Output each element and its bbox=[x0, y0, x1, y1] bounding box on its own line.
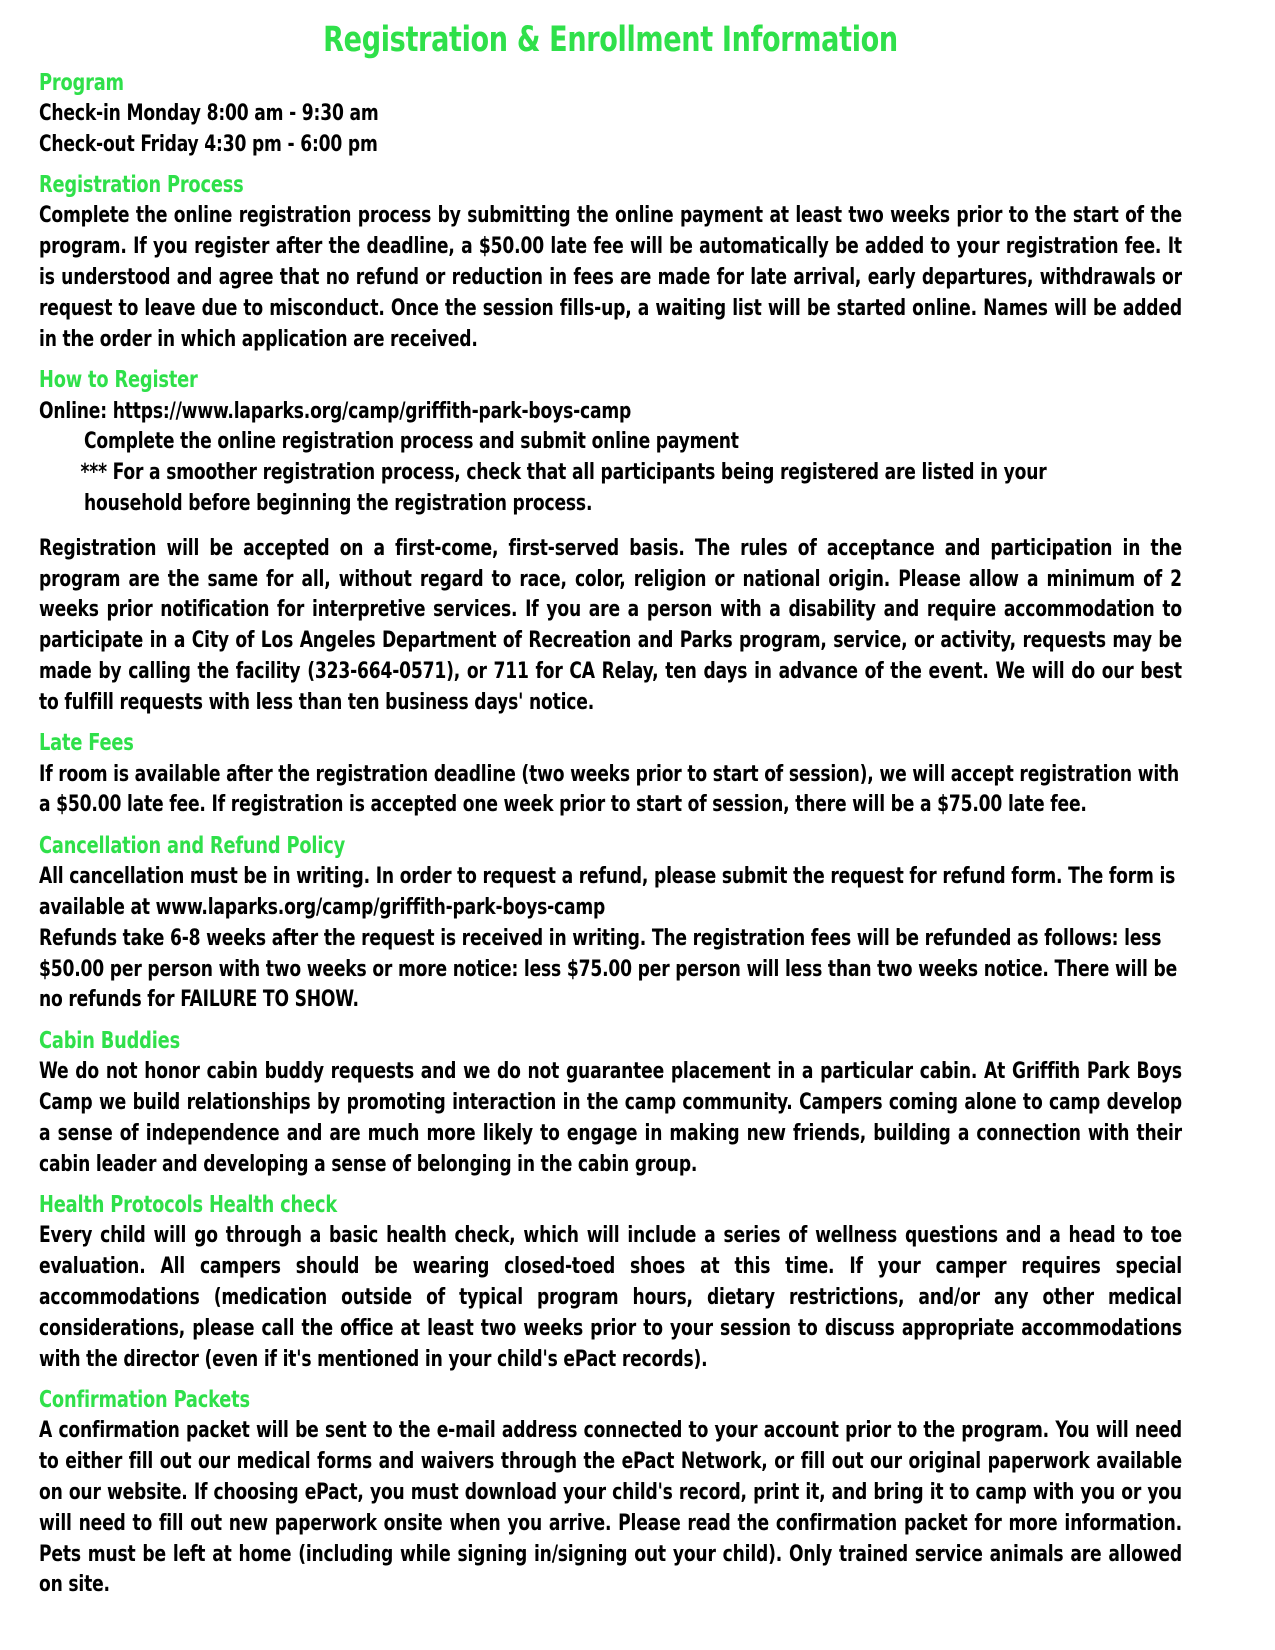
heading-confirmation-packets: Confirmation Packets bbox=[39, 1387, 250, 1414]
heading-cabin-buddies: Cabin Buddies bbox=[39, 1028, 180, 1055]
section-health-protocols bbox=[39, 1191, 1182, 1375]
heading-registration-process: Registration Process bbox=[39, 172, 244, 199]
heading-late-fees: Late Fees bbox=[39, 730, 134, 757]
how-to-register-note-household-cont: household before beginning the registration process. bbox=[83, 490, 593, 516]
section-how-to-register bbox=[39, 366, 1182, 718]
how-to-register-note-household: *** For a smoother registration process, check that all participants being registered are listed in your bbox=[80, 460, 1047, 486]
program-checkin-line: Check-in Monday 8:00 am - 9:30 am bbox=[39, 100, 379, 126]
heading-health-protocols: Health Protocols Health check bbox=[39, 1192, 337, 1219]
section-late-fees bbox=[39, 729, 1182, 821]
section-program bbox=[39, 69, 1182, 161]
program-checkout-line: Check-out Friday 4:30 pm - 6:00 pm bbox=[39, 131, 378, 157]
heading-how-to-register: How to Register bbox=[39, 367, 198, 394]
page-title: Registration & Enrollment Information bbox=[323, 20, 898, 60]
registration-process-paragraph: Complete the online registration process by submitting the online payment at least two weeks prior to the start of the program. If you register after the deadline, a $50.00 late fee will be automatically be added to your registration fee. It is understood and agree that no refund or reduction in fees are made for late arrival, early departures, withdrawals or request to leave due to misconduct. Once the session fills-up, a waiting list will be started online. Names will be added in the order in which application are received. bbox=[39, 203, 1182, 352]
section-cancellation-refund bbox=[39, 832, 1182, 1016]
cancellation-refund-paragraph-timing: Refunds take 6-8 weeks after the request is received in writing. The registration fees will be refunded as follows: less $50.00 per person with two weeks or more notice: less $75.00 per person will less than two weeks notice. There will be no refunds for FAILURE TO SHOW. bbox=[39, 925, 1178, 1013]
how-to-register-accessibility-paragraph: Registration will be accepted on a first-come, first-served basis. The rules of acceptance and participation in the program are the same for all, without regard to race, color, religion or national origin. Please allow a minimum of 2 weeks prior notification for interpretive services. If you are a person with a disability and require accommodation to participate in a City of Los Angeles Department of Recreation and Parks program, service, or activity, requests may be made by calling the facility (323-664-0571), or 711 for CA Relay, ten days in advance of the event. We will do our best to fulfill requests with less than ten business days' notice. bbox=[39, 535, 1182, 715]
heading-program: Program bbox=[39, 69, 124, 96]
confirmation-packets-paragraph: A confirmation packet will be sent to the e-mail address connected to your account prior to the program. You will need to either fill out our medical forms and waivers through the ePact Network, or fill out our original paperwork available on our website. If choosing ePact, you must download your child's record, print it, and bring it to camp with you or you will need to fill out new paperwork onsite when you arrive. Please read the confirmation packet for more information. Pets must be left at home (including while signing in/signing out your child). Only trained service animals are allowed on site. bbox=[39, 1418, 1182, 1598]
section-confirmation-packets bbox=[39, 1386, 1182, 1601]
how-to-register-online-url[interactable]: Online: https://www.laparks.org/camp/griffith-park-boys-camp bbox=[39, 398, 632, 424]
heading-cancellation-refund: Cancellation and Refund Policy bbox=[39, 833, 346, 860]
health-protocols-paragraph: Every child will go through a basic health check, which will include a series of wellness questions and a head to toe evaluation. All campers should be wearing closed-toed shoes at this time. If your camper requires special accommodations (medication outside of typical program hours, dietary restrictions, and/or any other medical considerations, please call the office at least two weeks prior to your session to discuss appropriate accommodations with the director (even if it's mentioned in your child's ePact records). bbox=[39, 1223, 1182, 1372]
section-registration-process bbox=[39, 171, 1182, 355]
cancellation-refund-paragraph-form: All cancellation must be in writing. In order to request a refund, please submit the request for refund form. The form is available at www.laparks.org/camp/griffith-park-boys-camp bbox=[39, 864, 1176, 920]
late-fees-paragraph: If room is available after the registration deadline (two weeks prior to start of session), we will accept registration with a $50.00 late fee. If registration is accepted one week prior to start of session, there will be a $75.00 late fee. bbox=[39, 761, 1180, 818]
cabin-buddies-paragraph: We do not honor cabin buddy requests and we do not guarantee placement in a particular cabin. At Griffith Park Boys Camp we build relationships by promoting interaction in the camp community. Campers coming alone to camp develop a sense of independence and are much more likely to engage in making new friends, building a connection with their cabin leader and developing a sense of belonging in the cabin group. bbox=[39, 1059, 1182, 1177]
section-cabin-buddies bbox=[39, 1027, 1182, 1180]
how-to-register-step-complete: Complete the online registration process and submit online payment bbox=[83, 429, 739, 455]
